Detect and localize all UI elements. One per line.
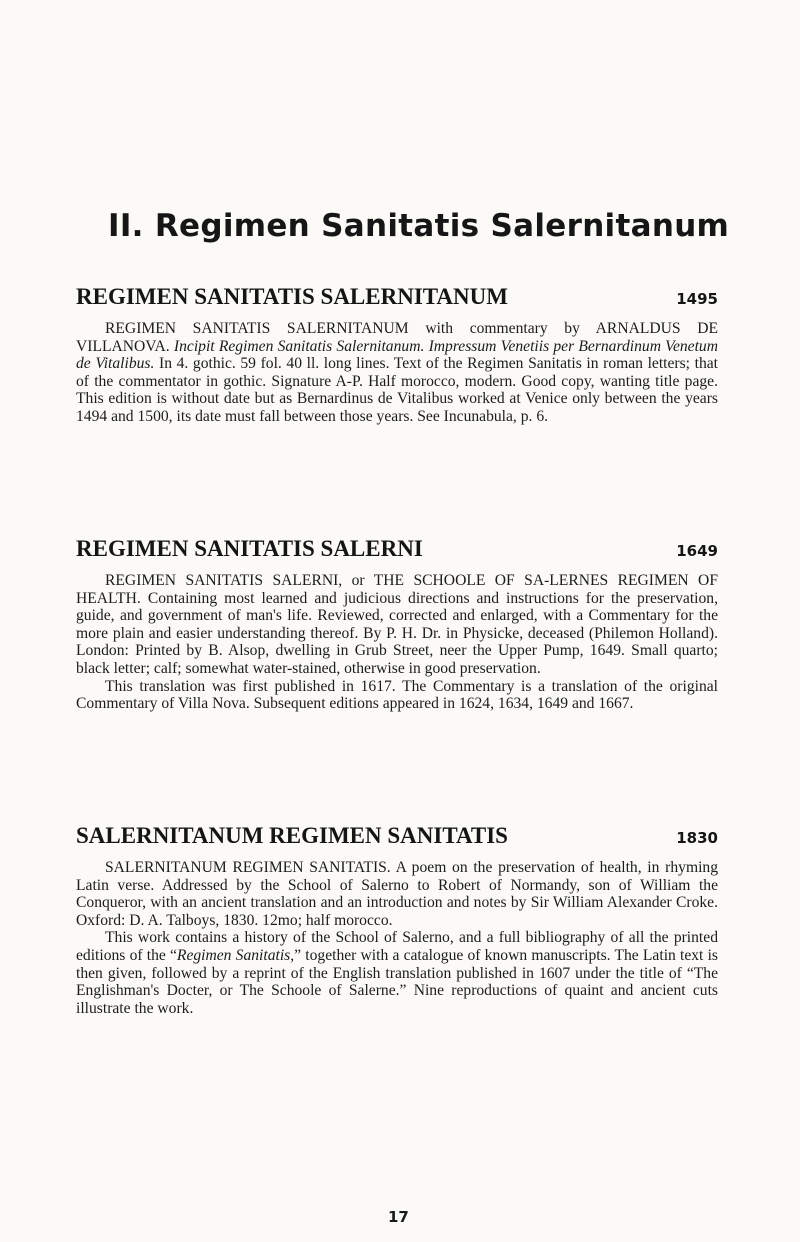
entry-title: REGIMEN SANITATIS SALERNI — [76, 536, 423, 561]
entry-year: 1830 — [676, 829, 718, 847]
section-heading: II. Regimen Sanitatis Salernitanum — [108, 208, 730, 244]
entry-paragraph — [76, 929, 718, 1017]
entry-description — [76, 859, 718, 1017]
catalog-entry-1495 — [76, 284, 718, 426]
entry-heading — [76, 823, 718, 849]
entry-text: ” together with a catalogue of known manuscripts. The Latin text is then given, followed by a reprint of the English translation published in 1607 under the title of “The Englishman's Docter, or The Schoole of Salerne.” Nine reproductions of quaint and ancient cuts illustrate the work. — [76, 946, 718, 1017]
entry-italic-text: Regimen Sanitatis, — [176, 946, 295, 964]
entry-paragraph: SALERNITANUM REGIMEN SANITATIS. A poem on the preservation of health, in rhyming Latin verse. Addressed by the School of Salerno to Robert of Normandy, son of William the Conqueror, with an ancient translation and an introduction and notes by Sir William Alexander Croke. Oxford: D. A. Talboys, 1830. 12mo; half morocco. — [76, 859, 718, 929]
catalog-entry-1649 — [76, 536, 718, 713]
entry-paragraph — [76, 320, 718, 426]
entry-year: 1495 — [676, 290, 718, 308]
entry-title: SALERNITANUM REGIMEN SANITATIS — [76, 823, 508, 848]
entry-heading — [76, 536, 718, 562]
entry-heading — [76, 284, 718, 310]
entry-text: REGIMEN SANITATIS SALERNITANUM with commentary by ARNALDUS DE VILLANOVA. — [76, 320, 718, 355]
entry-year: 1649 — [676, 542, 718, 560]
entry-text: In 4. gothic. 59 fol. 40 ll. long lines. Text of the Regimen Sanitatis in roman letters; that of the commentator in gothic. Signature A-P. Half morocco, modern. Good copy, wanting title page. This edition is without date but as Bernardinus de Vitalibus worked at Venice only between the years 1494 and 1500, its date must fall between those years. See Incunabula, p. 6. — [76, 355, 718, 425]
entry-text: This work contains a history of the School of Salerno, and a full bibliography of all the printed editions of the “ — [76, 929, 718, 964]
entry-title: REGIMEN SANITATIS SALERNITANUM — [76, 284, 508, 309]
entry-paragraph: This translation was first published in 1617. The Commentary is a translation of the original Commentary of Villa Nova. Subsequent editions appeared in 1624, 1634, 1649 and 1667. — [76, 677, 718, 713]
entry-description — [76, 572, 718, 713]
catalog-entry-1830 — [76, 823, 718, 1017]
entry-description — [76, 320, 718, 426]
page-number: 17 — [388, 1208, 409, 1226]
entry-paragraph: REGIMEN SANITATIS SALERNI, or THE SCHOOLE OF SA-LERNES REGIMEN OF HEALTH. Containing most learned and judicious directions and instructions for the preservation, guide, and government of man's life. Reviewed, corrected and enlarged, with a Commentary for the more plain and easier understanding thereof. By P. H. Dr. in Physicke, deceased (Philemon Holland). London: Printed by B. Alsop, dwelling in Grub Street, neer the Upper Pump, 1649. Small quarto; black letter; calf; somewhat water-stained, otherwise in good preservation. — [76, 572, 718, 677]
entry-italic-text: Incipit Regimen Sanitatis Salernitanum. Impressum Venetiis per Bernardinum Venetum de Vitalibus. — [76, 337, 718, 373]
